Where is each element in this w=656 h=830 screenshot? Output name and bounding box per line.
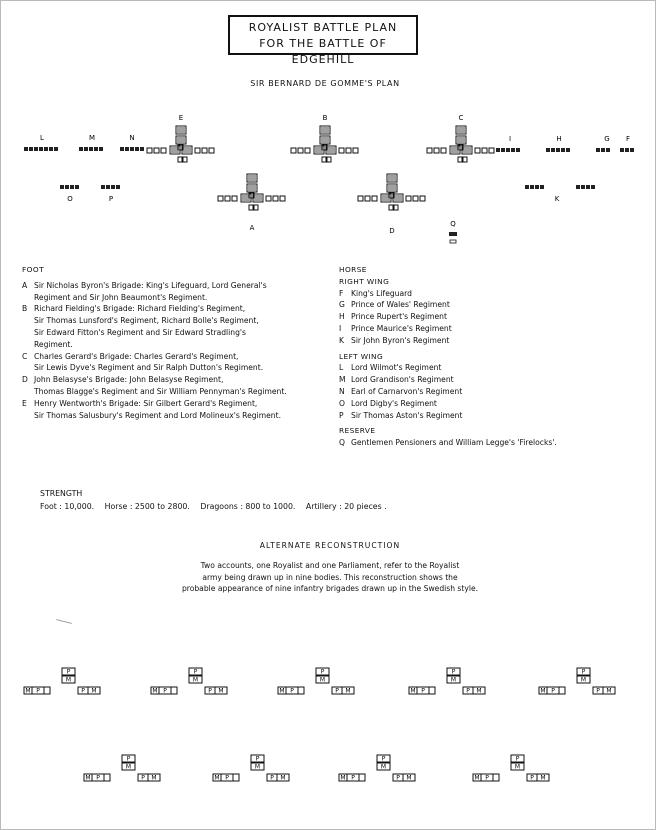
cavalry-troop: [60, 185, 64, 189]
swedish-box: [44, 687, 50, 694]
swedish-box-letter: P: [351, 774, 355, 782]
musket-square: [489, 148, 494, 153]
musket-square: [280, 196, 285, 201]
strength-dragoons: Dragoons : 800 to 1000.: [200, 502, 296, 511]
horse-item: [339, 311, 639, 323]
cavalry-troop: [140, 147, 144, 151]
cavalry-troop: [535, 185, 539, 189]
swedish-box-letter: M: [125, 763, 132, 771]
musket-square: [147, 148, 152, 153]
cavalry-unit: [120, 147, 144, 151]
cavalry-troop: [551, 148, 555, 152]
swedish-box: [298, 687, 304, 694]
cavalry-troop: [99, 147, 103, 151]
cavalry-troop: [29, 147, 33, 151]
unit-letter-m: M: [88, 134, 96, 142]
horse-item: [339, 398, 639, 410]
swedish-box-letter: P: [66, 668, 71, 676]
swedish-box-letter: M: [340, 774, 346, 782]
alternate-line: army being drawn up in nine bodies. This reconstruction shows the: [202, 572, 458, 582]
musket-square: [291, 148, 296, 153]
horse-key: K: [339, 335, 344, 345]
swedish-box-letter: P: [335, 687, 339, 695]
musket-square: [218, 196, 223, 201]
musket-square: [305, 148, 310, 153]
foot-text: Richard Fielding's Brigade: Richard Fielding's Regiment,: [34, 304, 246, 314]
foot-text: Thomas Blagge's Regiment and Sir William Pennyman's Regiment.: [34, 386, 287, 396]
swedish-box-letter: P: [255, 755, 260, 763]
cavalry-troop: [516, 148, 520, 152]
alternate-line: probable appearance of nine infantry brigades drawn up in the Swedish style.: [181, 584, 479, 593]
swedish-box-letter: M: [540, 687, 546, 695]
horse-text: King's Lifeguard: [351, 288, 412, 298]
swedish-box-letter: M: [580, 676, 587, 684]
cavalry-troop: [556, 148, 560, 152]
horse-text: Prince of Wales' Regiment: [351, 300, 450, 310]
swedish-box: [359, 774, 365, 781]
swedish-box-letter: M: [254, 763, 261, 771]
horse-text: Gentlemen Pensioners and William Legge's 'Firelocks'.: [351, 438, 557, 448]
foot-key: E: [22, 398, 27, 408]
swedish-box-letter: P: [530, 774, 534, 782]
swedish-box-letter: M: [279, 687, 285, 695]
cavalry-unit: [525, 185, 544, 189]
swedish-box-letter: P: [320, 668, 325, 676]
musket-square: [266, 196, 271, 201]
cavalry-troop: [120, 147, 124, 151]
foot-key: C: [22, 351, 28, 361]
cavalry-troop: [39, 147, 43, 151]
cavalry-unit: [79, 147, 103, 151]
musket-square: [358, 196, 363, 201]
foot-key: D: [22, 375, 28, 385]
cavalry-unit: [546, 148, 570, 152]
horse-item: [339, 335, 639, 347]
cavalry-troop: [576, 185, 580, 189]
swedish-box-letter: M: [218, 687, 224, 695]
swedish-box-letter: P: [451, 668, 456, 676]
cavalry-unit: [620, 148, 634, 152]
swedish-box-letter: P: [141, 774, 145, 782]
musket-square: [434, 148, 439, 153]
swedish-box-letter: P: [596, 687, 600, 695]
musket-square: [353, 148, 358, 153]
swedish-box-letter: P: [381, 755, 386, 763]
cavalry-troop: [530, 185, 534, 189]
cavalry-troop: [116, 185, 120, 189]
horse-item: [339, 374, 639, 386]
cavalry-troop: [596, 148, 600, 152]
cavalry-troop: [606, 148, 610, 152]
musket-square: [406, 196, 411, 201]
musket-square: [273, 196, 278, 201]
cavalry-troop: [130, 147, 134, 151]
swedish-box-letter: P: [208, 687, 212, 695]
cavalry-troop: [591, 185, 595, 189]
horse-text: Lord Digby's Regiment: [351, 398, 437, 408]
cavalry-troop: [496, 148, 500, 152]
swedish-box: [559, 687, 565, 694]
musket-square: [209, 148, 214, 153]
foot-heading: FOOT: [22, 265, 44, 274]
swedish-box-letter: M: [192, 676, 199, 684]
unit-letter-p: P: [108, 195, 114, 203]
swedish-box-letter: M: [151, 774, 157, 782]
unit-letter-f: F: [625, 135, 631, 143]
cavalry-troop: [111, 185, 115, 189]
horse-text: Earl of Carnarvon's Regiment: [351, 386, 463, 396]
swedish-box-letter: P: [270, 774, 274, 782]
cavalry-troop: [586, 185, 590, 189]
horse-key: N: [339, 386, 345, 396]
swedish-box-letter: P: [126, 755, 131, 763]
foot-text: Sir Edward Fitton's Regiment and Sir Edward Stradling's: [34, 327, 246, 337]
cavalry-troop: [566, 148, 570, 152]
foot-text: Regiment.: [34, 339, 73, 349]
cavalry-troop: [49, 147, 53, 151]
horse-key: L: [339, 363, 344, 373]
foot-item: [22, 374, 322, 386]
reserve-heading: RESERVE: [339, 426, 376, 436]
musket-square: [202, 148, 207, 153]
swedish-box-letter: M: [514, 763, 521, 771]
swedish-box-letter: M: [345, 687, 351, 695]
foot-item: [22, 303, 322, 315]
cavalry-troop: [501, 148, 505, 152]
foot-item: [22, 280, 322, 292]
cavalry-troop: [546, 148, 550, 152]
cavalry-troop: [601, 148, 605, 152]
horse-text: Prince Maurice's Regiment: [351, 323, 452, 333]
musket-square: [298, 148, 303, 153]
swedish-box-letter: P: [81, 687, 85, 695]
cavalry-troop: [24, 147, 28, 151]
unit-letter-h: H: [556, 135, 562, 143]
foot-key: A: [22, 280, 28, 290]
cavalry-unit: [496, 148, 520, 152]
alternate-description: [155, 560, 505, 595]
horse-item: [339, 437, 639, 449]
strength-artillery: Artillery : 20 pieces .: [305, 502, 387, 511]
swedish-box-letter: M: [450, 676, 457, 684]
swedish-box-letter: M: [540, 774, 546, 782]
cavalry-troop: [125, 147, 129, 151]
cavalry-troop: [581, 185, 585, 189]
cavalry-troop: [620, 148, 624, 152]
foot-text: Charles Gerard's Brigade: Charles Gerard's Regiment,: [34, 351, 239, 361]
cavalry-troop: [135, 147, 139, 151]
cavalry-unit: [101, 185, 120, 189]
foot-text: John Belasyse's Brigade: John Belasyse Regiment,: [34, 375, 224, 385]
foot-text: Sir Lewis Dyve's Regiment and Sir Ralph Dutton's Regiment.: [34, 363, 264, 373]
swedish-box-letter: M: [606, 687, 612, 695]
horse-key: G: [339, 300, 345, 310]
foot-text: Sir Thomas Salusbury's Regiment and Lord Molineux's Regiment.: [34, 410, 281, 420]
cavalry-unit: [60, 185, 79, 189]
unit-letter-c: C: [458, 114, 464, 122]
cavalry-troop: [79, 147, 83, 151]
cavalry-troop: [34, 147, 38, 151]
musket-square: [365, 196, 370, 201]
cavalry-troop: [89, 147, 93, 151]
swedish-box-letter: M: [406, 774, 412, 782]
swedish-box-letter: P: [421, 687, 425, 695]
unit-letter-a: A: [249, 224, 255, 232]
swedish-box-letter: P: [485, 774, 489, 782]
unit-letter-d: D: [389, 227, 395, 235]
cavalry-troop: [540, 185, 544, 189]
unit-letter-i: I: [508, 135, 512, 143]
horse-text: Sir John Byron's Regiment: [351, 335, 450, 345]
musket-square: [346, 148, 351, 153]
cavalry-troop: [65, 185, 69, 189]
swedish-box-letter: M: [319, 676, 326, 684]
swedish-box-letter: M: [152, 687, 158, 695]
left-wing-heading: LEFT WING: [339, 351, 384, 361]
musket-square: [441, 148, 446, 153]
swedish-box-letter: P: [581, 668, 586, 676]
musket-square: [413, 196, 418, 201]
cavalry-troop: [94, 147, 98, 151]
musket-square: [372, 196, 377, 201]
horse-item: [339, 288, 639, 300]
swedish-box-letter: P: [396, 774, 400, 782]
musket-square: [195, 148, 200, 153]
horse-item: [339, 299, 639, 311]
musket-square: [154, 148, 159, 153]
unit-letter-o: O: [67, 195, 73, 203]
cavalry-troop: [84, 147, 88, 151]
cavalry-troop: [106, 185, 110, 189]
unit-letter-q: Q: [450, 220, 456, 228]
cavalry-troop: [75, 185, 79, 189]
horse-key: O: [339, 398, 345, 408]
swedish-box-letter: P: [193, 668, 198, 676]
swedish-box-letter: P: [96, 774, 100, 782]
reserve-block: [449, 232, 457, 236]
reserve-block-small: [450, 240, 456, 243]
horse-item: [339, 362, 639, 374]
swedish-box-letter: P: [36, 687, 40, 695]
foot-legend: [22, 264, 322, 421]
horse-text: Lord Grandison's Regiment: [351, 375, 454, 385]
swedish-box: [104, 774, 110, 781]
swedish-box-letter: M: [25, 687, 31, 695]
horse-text: Sir Thomas Aston's Regiment: [351, 410, 463, 420]
horse-text: Prince Rupert's Regiment: [351, 312, 447, 322]
swedish-box: [233, 774, 239, 781]
cavalry-troop: [511, 148, 515, 152]
cavalry-unit: [576, 185, 595, 189]
foot-key: B: [22, 304, 28, 314]
musket-square: [475, 148, 480, 153]
horse-key: H: [339, 312, 345, 322]
cavalry-troop: [506, 148, 510, 152]
alternate-heading: ALTERNATE RECONSTRUCTION: [259, 541, 401, 550]
swedish-box-letter: M: [410, 687, 416, 695]
swedish-box-letter: P: [515, 755, 520, 763]
foot-item: [22, 351, 322, 363]
strength-section: [40, 487, 395, 513]
foot-text: Sir Thomas Lunsford's Regiment, Richard Bolle's Regiment,: [34, 316, 259, 326]
horse-legend: [339, 264, 639, 449]
swedish-box-letter: P: [551, 687, 555, 695]
title-line-1: ROYALIST BATTLE PLAN: [248, 21, 398, 34]
swedish-box-letter: P: [466, 687, 470, 695]
swedish-box-letter: P: [290, 687, 294, 695]
horse-key: F: [339, 288, 344, 298]
swedish-box-letter: M: [214, 774, 220, 782]
swedish-box-letter: M: [474, 774, 480, 782]
cavalry-unit: [596, 148, 610, 152]
musket-square: [161, 148, 166, 153]
swedish-box: [493, 774, 499, 781]
title-line-2: FOR THE BATTLE OF EDGEHILL: [259, 37, 387, 66]
cavalry-troop: [70, 185, 74, 189]
horse-item: [339, 386, 639, 398]
musket-square: [225, 196, 230, 201]
unit-letter-n: N: [129, 134, 135, 142]
swedish-box-letter: P: [163, 687, 167, 695]
cavalry-troop: [561, 148, 565, 152]
cavalry-troop: [44, 147, 48, 151]
foot-item: [22, 398, 322, 410]
foot-text: Sir Nicholas Byron's Brigade: King's Lifeguard, Lord General's: [34, 280, 267, 290]
horse-heading: HORSE: [339, 265, 367, 274]
horse-item: [339, 410, 639, 422]
strength-foot: Foot : 10,000.: [40, 502, 95, 511]
foot-text: Henry Wentworth's Brigade: Sir Gilbert Gerard's Regiment,: [34, 398, 258, 408]
unit-letter-g: G: [604, 135, 610, 143]
musket-square: [339, 148, 344, 153]
horse-item: [339, 323, 639, 335]
swedish-box-letter: M: [476, 687, 482, 695]
alternate-line: Two accounts, one Royalist and one Parliament, refer to the Royalist: [200, 561, 460, 570]
musket-square: [482, 148, 487, 153]
plan-subtitle: SIR BERNARD DE GOMME'S PLAN: [250, 79, 400, 88]
cavalry-troop: [525, 185, 529, 189]
foot-text: Regiment and Sir John Beaumont's Regiment.: [34, 292, 208, 302]
musket-square: [232, 196, 237, 201]
swedish-box-letter: P: [225, 774, 229, 782]
swedish-box-letter: M: [91, 687, 97, 695]
unit-letter-b: B: [322, 114, 328, 122]
horse-key: I: [339, 323, 342, 333]
unit-letter-l: L: [40, 134, 44, 142]
right-wing-heading: RIGHT WING: [339, 276, 390, 286]
cavalry-troop: [625, 148, 629, 152]
cavalry-unit: [24, 147, 58, 151]
swedish-box-letter: M: [85, 774, 91, 782]
horse-key: P: [339, 410, 344, 420]
swedish-box-letter: M: [380, 763, 387, 771]
horse-text: Lord Wilmot's Regiment: [351, 363, 442, 373]
swedish-box: [171, 687, 177, 694]
strength-horse: Horse : 2500 to 2800.: [104, 502, 190, 511]
cavalry-troop: [630, 148, 634, 152]
cavalry-troop: [101, 185, 105, 189]
strength-heading: STRENGTH: [40, 489, 83, 498]
swedish-box-letter: M: [280, 774, 286, 782]
musket-square: [427, 148, 432, 153]
horse-key: Q: [339, 438, 345, 448]
cavalry-troop: [54, 147, 58, 151]
swedish-box-letter: M: [65, 676, 72, 684]
strength-values: [40, 500, 395, 513]
musket-square: [420, 196, 425, 201]
horse-key: M: [339, 375, 346, 385]
unit-letter-e: E: [178, 114, 184, 122]
swedish-box: [429, 687, 435, 694]
unit-letter-k: K: [554, 195, 560, 203]
